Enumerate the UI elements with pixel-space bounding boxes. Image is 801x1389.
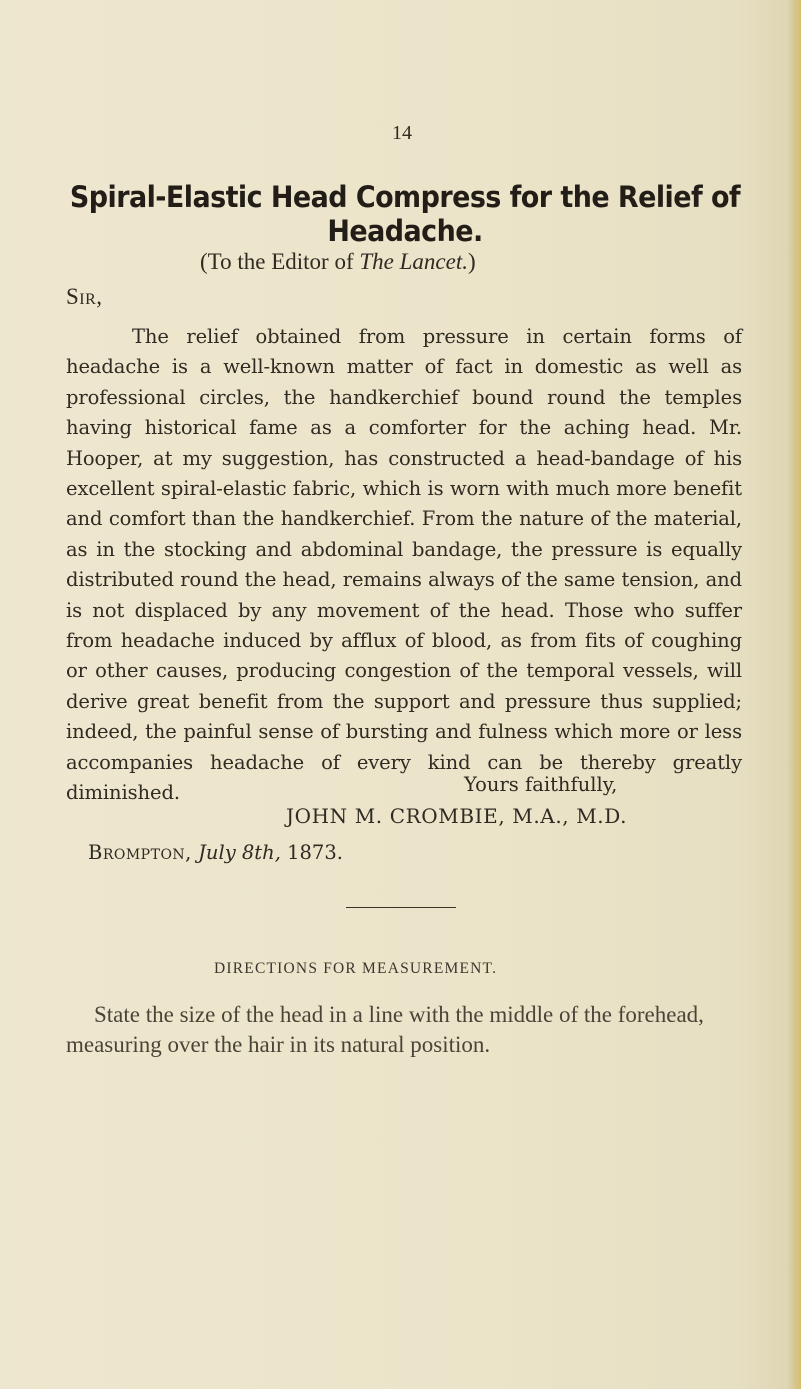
addressee-suffix: ) xyxy=(467,249,476,274)
section-divider xyxy=(346,907,456,908)
letter-body: The relief obtained from pressure in certain forms of headache is a well-known matter of fact in domestic as well as professional circles, the handkerchief bound round the temples having historical fame as a comforter for the aching head. Mr. Hooper, at my suggestion, has constructed a head-bandage of his excellent spiral-elastic fabric, which is worn with much more benefit and comfort than the handkerchief. From the nature of the material, as in the stocking and abdominal bandage, the pressure is equally distributed round the head, remains always of the same tension, and is not displaced by any movement of the head. Those who suffer from headache induced by afflux of blood, as from fits of coughing or other causes, producing congestion of the temporal vessels, will derive great benefit from the support and pressure thus supplied; indeed, the painful sense of bursting and fulness which more or less accompanies headache of every kind can be thereby greatly diminished. xyxy=(66,325,742,805)
dateline-year: 1873. xyxy=(280,841,343,864)
addressee-journal: The Lancet. xyxy=(359,249,468,274)
directions-text: State the size of the head in a line with the middle of the forehead, measuring over the hair in its natural position. xyxy=(66,1002,704,1057)
letter-dateline xyxy=(88,841,343,864)
dateline-place: Brompton, xyxy=(88,841,192,864)
dateline-date: July 8th, xyxy=(198,841,281,864)
letter-signature: JOHN M. CROMBIE, M.A., M.D. xyxy=(286,804,628,828)
letter-addressee xyxy=(200,249,476,275)
letter-closing: Yours faithfully, xyxy=(464,773,618,796)
directions-heading: DIRECTIONS FOR MEASUREMENT. xyxy=(214,960,498,977)
addressee-prefix: (To the Editor of xyxy=(200,249,360,274)
page-title: Spiral-Elastic Head Compress for the Relief of Headache. xyxy=(69,180,741,248)
page-number: 14 xyxy=(392,122,412,144)
letter-salutation: Sir, xyxy=(66,284,103,309)
page-edge-shadow xyxy=(787,0,801,1389)
